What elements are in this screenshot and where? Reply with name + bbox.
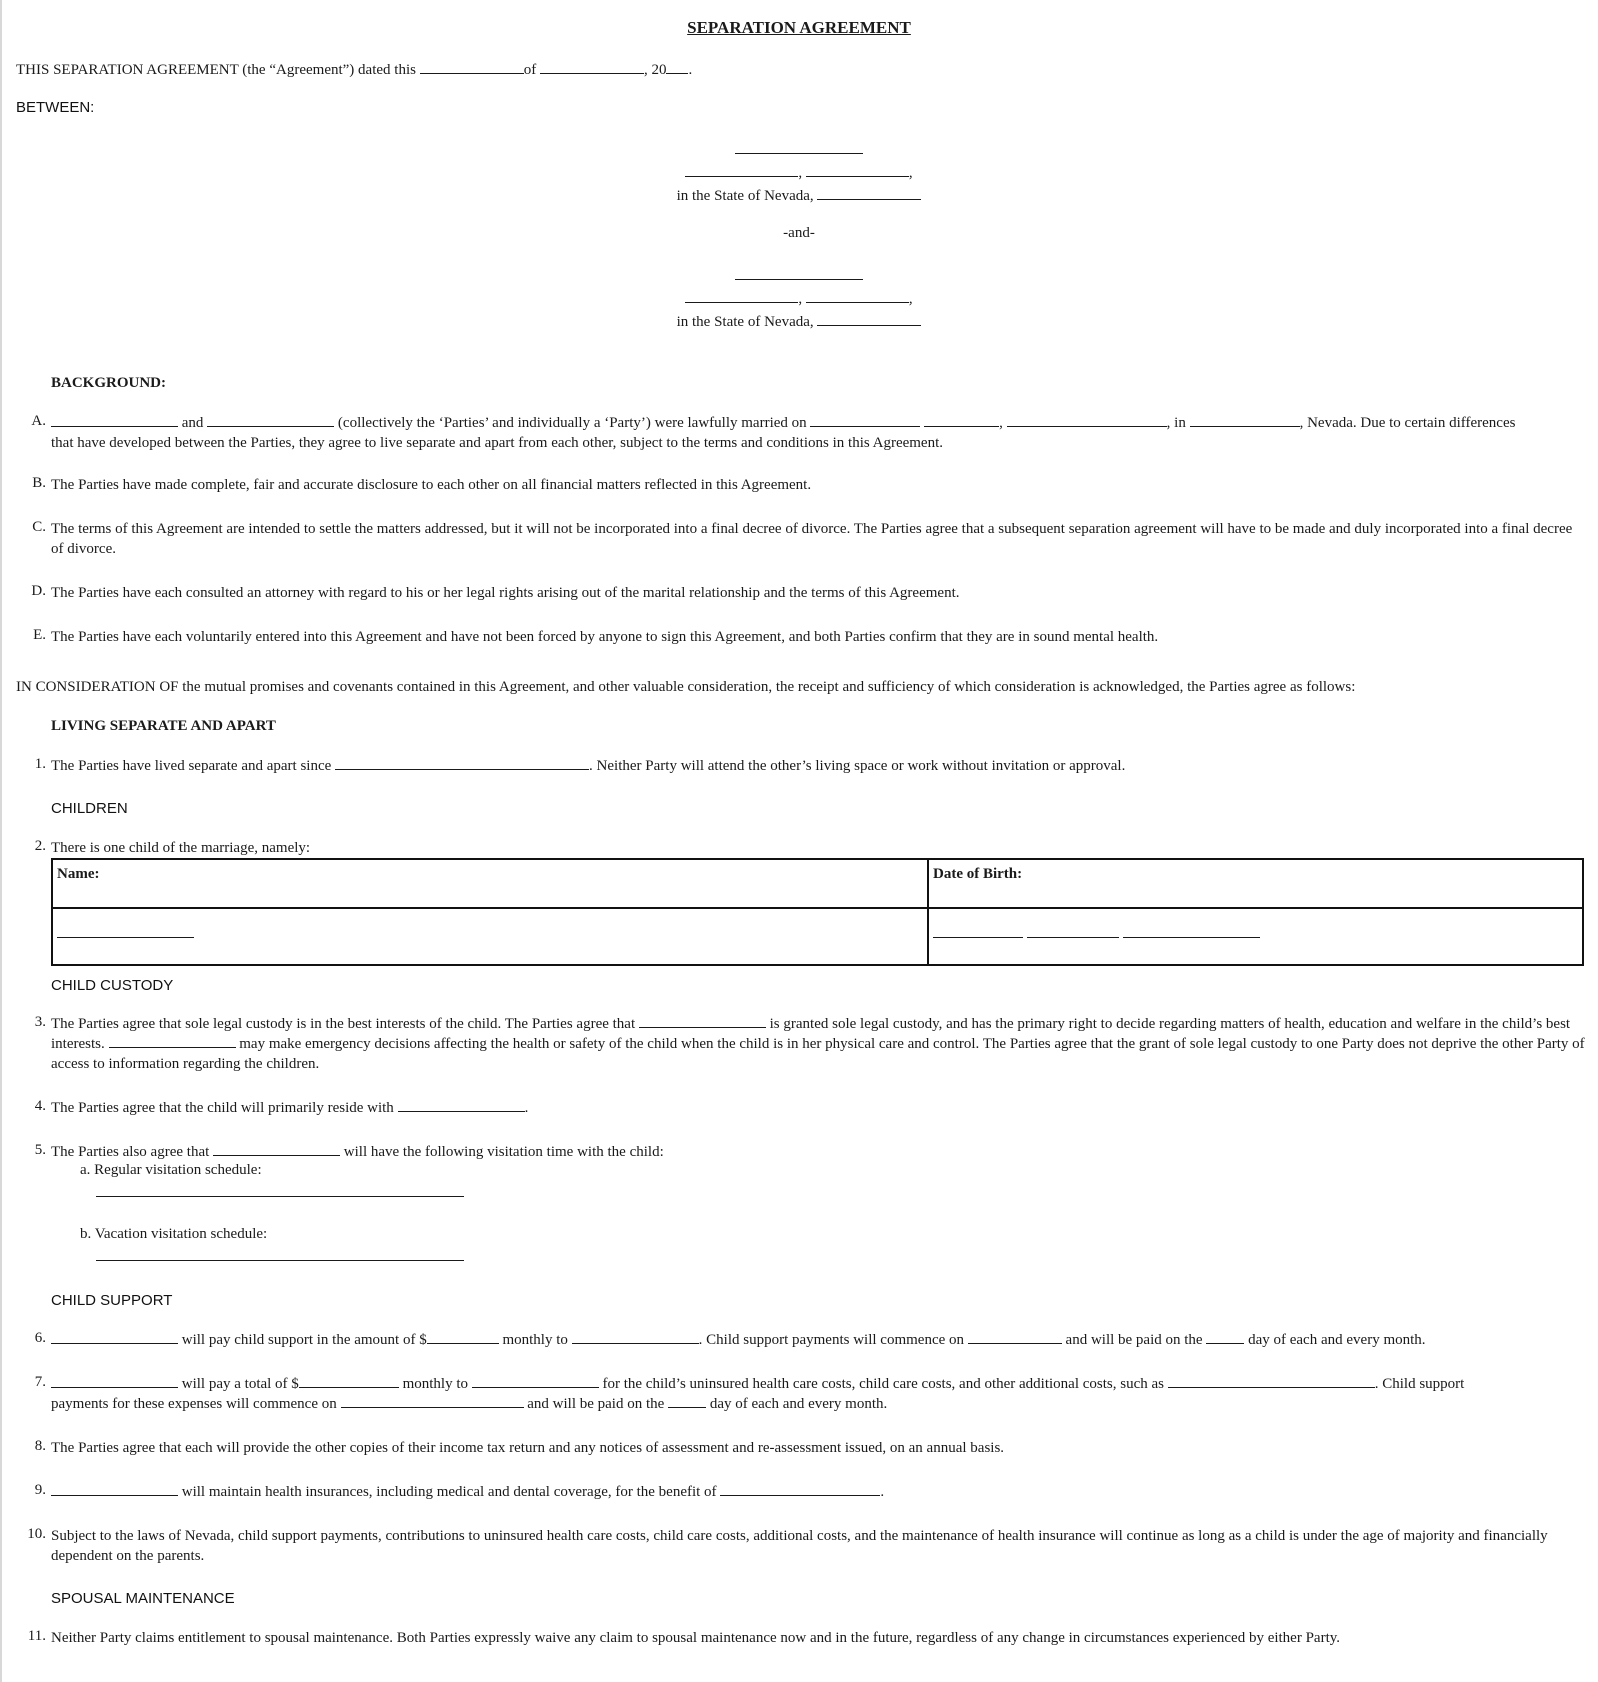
insurer-blank[interactable] <box>51 1482 178 1496</box>
custody-item-5: The Parties also agree that will have the following visitation time with the child: <box>51 1144 664 1160</box>
page-left-border <box>0 0 2 1682</box>
child-name-cell[interactable] <box>52 908 928 965</box>
party1-city-blank[interactable] <box>806 163 909 177</box>
custody-item-4: The Parties agree that the child will primarily reside with . <box>51 1100 529 1116</box>
support-item-7: will pay a total of $ monthly to for the child’s uninsured health care costs, child care costs, and other additional costs, such as . Child support payments for these expenses will commence on and will be paid on the day of each and every month. <box>51 1376 1465 1412</box>
party-b-blank[interactable] <box>207 413 334 427</box>
beneficiary-blank[interactable] <box>720 1482 880 1496</box>
extra-payee-blank[interactable] <box>472 1374 599 1388</box>
payment-day-blank[interactable] <box>1206 1330 1244 1344</box>
support-item-6: will pay child support in the amount of $ monthly to . Child support payments will commence on and will be paid on the day of each and every month. <box>51 1330 1587 1350</box>
child-name-blank[interactable] <box>57 923 194 938</box>
table-header-name: Name: <box>52 859 928 908</box>
table-header-dob: Date of Birth: <box>928 859 1583 908</box>
emergency-party-blank[interactable] <box>109 1034 236 1048</box>
extra-day-blank[interactable] <box>668 1394 706 1408</box>
party2-address-line: , , <box>0 289 1598 308</box>
spousal-heading: SPOUSAL MAINTENANCE <box>51 1590 235 1607</box>
support-item-8: The Parties agree that each will provide the other copies of their income tax return and any notices of assessment and re-assessment issued, on an annual basis. <box>51 1440 1005 1456</box>
child-dob-cell[interactable] <box>928 908 1583 965</box>
residence-party-blank[interactable] <box>398 1098 525 1112</box>
day-blank[interactable] <box>420 60 524 74</box>
intro-line: THIS SEPARATION AGREEMENT (the “Agreement”) dated this of , 20 . <box>16 62 693 78</box>
item-number: 6. <box>34 1330 46 1346</box>
sole-custody-party-blank[interactable] <box>639 1014 766 1028</box>
vacation-visitation-label: b. Vacation visitation schedule: <box>80 1226 268 1242</box>
and-separator: -and- <box>783 225 815 241</box>
regular-visitation-blank[interactable] <box>96 1182 464 1197</box>
children-table <box>51 858 1584 966</box>
table-header-row <box>52 859 1583 908</box>
background-item-d: The Parties have each consulted an attorney with regard to his or her legal rights arising out of the marital relationship and the terms of this Agreement. <box>51 585 960 601</box>
party1-name-blank[interactable] <box>735 140 863 154</box>
party1-state-line: in the State of Nevada, <box>0 186 1598 205</box>
party2-name-line <box>0 266 1598 285</box>
background-heading: BACKGROUND: <box>51 375 166 391</box>
custody-item-3: The Parties agree that sole legal custody is in the best interests of the child. The Parties agree that is granted sole legal custody, and has the primary right to decide regarding matters of health, education and welfare in the child’s best interests. may make emergency decisions affecting the health or safety of the child when the child is in her physical care and control. The Parties agree that the grant of sole legal custody to one Party does not deprive the other Party of access to information regarding the children. <box>51 1016 1585 1072</box>
item-number: 4. <box>34 1098 46 1114</box>
regular-visitation-label: a. Regular visitation schedule: <box>80 1162 262 1178</box>
party2-address-blank[interactable] <box>685 289 798 303</box>
marriage-city-blank[interactable] <box>1190 413 1300 427</box>
marriage-day-blank[interactable] <box>924 413 999 427</box>
item-number: 5. <box>34 1142 46 1158</box>
dob-day-blank[interactable] <box>1027 923 1119 938</box>
item-letter: A. <box>31 413 46 429</box>
party1-zip-blank[interactable] <box>817 186 921 200</box>
party2-city-blank[interactable] <box>806 289 909 303</box>
month-blank[interactable] <box>540 60 644 74</box>
payee-blank[interactable] <box>572 1330 699 1344</box>
extra-commence-blank[interactable] <box>341 1394 524 1408</box>
table-row <box>52 908 1583 965</box>
item-number: 10. <box>27 1526 46 1542</box>
item-number: 9. <box>34 1482 46 1498</box>
background-item-a: and (collectively the ‘Parties’ and individually a ‘Party’) were lawfully married on , , in , Nevada. Due to certain differences that have developed between the Parties, they agree to live separate and apart from each other, subject to the terms and conditions in this Agreement. <box>51 415 1516 451</box>
party2-state-line: in the State of Nevada, <box>0 312 1598 331</box>
item-number: 7. <box>34 1374 46 1390</box>
payer-blank[interactable] <box>51 1330 178 1344</box>
party2-zip-blank[interactable] <box>817 312 921 326</box>
amount-blank[interactable] <box>427 1330 499 1344</box>
support-item-10: Subject to the laws of Nevada, child support payments, contributions to uninsured health care costs, child care costs, additional costs, and the maintenance of health insurance will continue as long as a child is under the age of majority and financially dependent on the parents. <box>51 1528 1548 1564</box>
extra-payer-blank[interactable] <box>51 1374 178 1388</box>
support-heading: CHILD SUPPORT <box>51 1292 173 1309</box>
background-item-e: The Parties have each voluntarily entered into this Agreement and have not been forced by anyone to sign this Agreement, and both Parties confirm that they are in sound mental health. <box>51 629 1159 645</box>
consideration-clause: IN CONSIDERATION OF the mutual promises and covenants contained in this Agreement, and other valuable consideration, the receipt and sufficiency of which consideration is acknowledged, the Parties agree as follows: <box>16 679 1356 695</box>
marriage-month-blank[interactable] <box>810 413 920 427</box>
extra-amount-blank[interactable] <box>299 1374 399 1388</box>
party-a-blank[interactable] <box>51 413 178 427</box>
item-number: 1. <box>34 756 46 772</box>
item-letter: C. <box>32 519 46 535</box>
background-item-b: The Parties have made complete, fair and accurate disclosure to each other on all financial matters reflected in this Agreement. <box>51 477 812 493</box>
visitation-party-blank[interactable] <box>213 1142 340 1156</box>
support-item-9: will maintain health insurances, including medical and dental coverage, for the benefit of . <box>51 1482 1587 1502</box>
marriage-year-blank[interactable] <box>1007 413 1167 427</box>
living-item-1: The Parties have lived separate and apart since . Neither Party will attend the other’s living space or work without invitation or approval. <box>51 758 1126 774</box>
spousal-item-11: Neither Party claims entitlement to spousal maintenance. Both Parties expressly waive any claim to spousal maintenance now and in the future, regardless of any change in circumstances experienced by either Party. <box>51 1630 1341 1646</box>
party1-name-line <box>0 140 1598 159</box>
party2-name-blank[interactable] <box>735 266 863 280</box>
item-letter: D. <box>31 583 46 599</box>
separation-date-blank[interactable] <box>335 756 589 770</box>
children-item-2: There is one child of the marriage, namely: <box>51 840 311 856</box>
party1-address-blank[interactable] <box>685 163 798 177</box>
background-item-c: The terms of this Agreement are intended to settle the matters addressed, but it will not be incorporated into a final decree of divorce. The Parties agree that a subsequent separation agreement will have to be made and duly incorporated into a final decree of divorce. <box>51 521 1573 557</box>
children-heading: CHILDREN <box>51 800 128 817</box>
item-number: 2. <box>34 838 46 854</box>
item-letter: E. <box>33 627 46 643</box>
item-number: 11. <box>27 1628 46 1644</box>
additional-costs-blank[interactable] <box>1168 1374 1375 1388</box>
dob-year-blank[interactable] <box>1123 923 1260 938</box>
living-heading: LIVING SEPARATE AND APART <box>51 718 276 734</box>
year-blank[interactable] <box>666 60 688 74</box>
dob-month-blank[interactable] <box>933 923 1023 938</box>
document-title: SEPARATION AGREEMENT <box>687 18 911 37</box>
item-letter: B. <box>32 475 46 491</box>
vacation-visitation-blank[interactable] <box>96 1246 464 1261</box>
party1-address-line: , , <box>0 163 1598 182</box>
commence-date-blank[interactable] <box>968 1330 1062 1344</box>
custody-heading: CHILD CUSTODY <box>51 977 174 994</box>
item-number: 8. <box>34 1438 46 1454</box>
between-label: BETWEEN: <box>16 99 95 116</box>
item-number: 3. <box>34 1014 46 1030</box>
